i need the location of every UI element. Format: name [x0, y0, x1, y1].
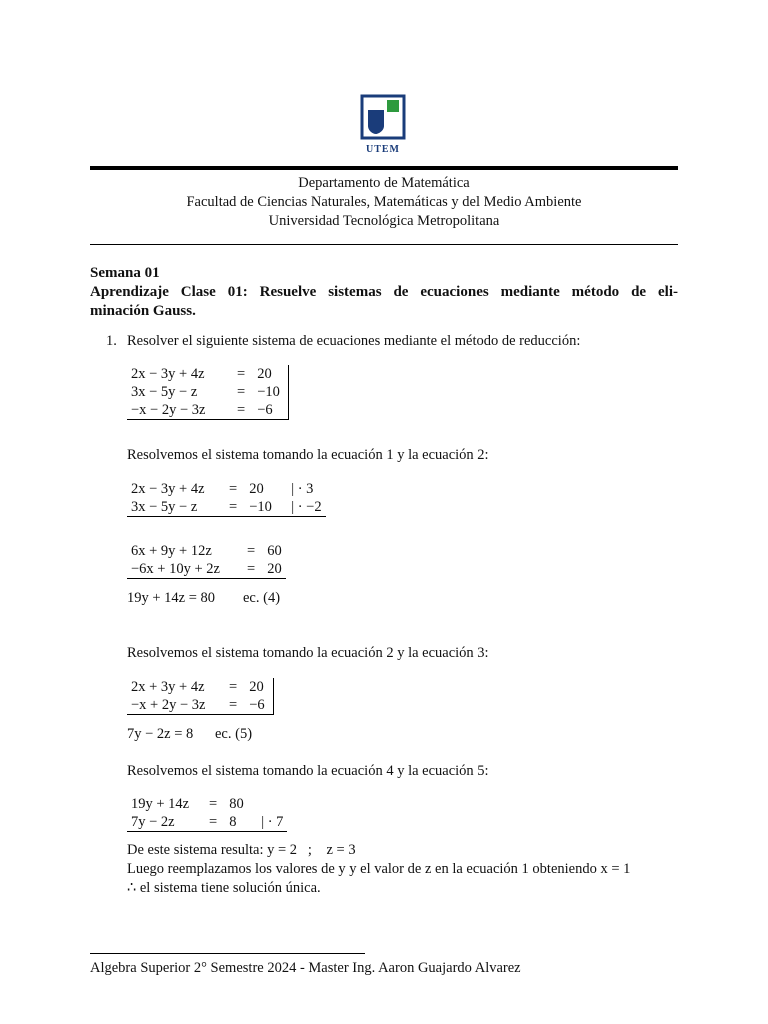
equation-op: =	[229, 499, 238, 515]
equation-op: =	[237, 402, 246, 418]
step2-label: ec. (5)	[215, 726, 253, 742]
equation-op: =	[237, 366, 246, 382]
step3-text: Resolvemos el sistema tomando la ecuación 4 y la ecuación 5:	[127, 763, 489, 779]
footer-text: Algebra Superior 2° Semestre 2024 - Master Ing. Aaron Guajardo Alvarez	[90, 960, 521, 976]
logo-text: UTEM	[366, 144, 400, 155]
equation-rhs: 80	[229, 796, 244, 812]
learning-title-line1: Aprendizaje Clase 01: Resuelve sistemas de ecuaciones mediante método de eli-	[90, 284, 678, 300]
equation-op: =	[229, 481, 238, 497]
equation-rhs: −10	[249, 499, 272, 515]
equation-lhs: 7y − 2z	[131, 814, 175, 830]
equation-rhs: 20	[249, 679, 264, 695]
equation-rhs: 60	[267, 543, 282, 559]
multiplier: | · 7	[261, 814, 284, 830]
faculty-name: Facultad de Ciencias Naturales, Matemáticas y del Medio Ambiente	[186, 194, 582, 210]
conclusion-substitution: Luego reemplazamos los valores de y y el valor de z en la ecuación 1 obteniendo x = 1	[127, 861, 631, 877]
equation-lhs: 2x + 3y + 4z	[131, 679, 205, 695]
equation-lhs: 6x + 9y + 12z	[131, 543, 212, 559]
equation-rhs: −6	[249, 697, 265, 713]
multiplier: | · 3	[291, 481, 314, 497]
utem-logo	[360, 94, 406, 156]
equation-rhs: −10	[257, 384, 280, 400]
equation-lhs: 19y + 14z	[131, 796, 190, 812]
equation-rhs: 20	[249, 481, 264, 497]
department-name: Departamento de Matemática	[298, 175, 470, 191]
step2-text: Resolvemos el sistema tomando la ecuación 2 y la ecuación 3:	[127, 645, 489, 661]
equation-op: =	[247, 561, 256, 577]
equation-row	[127, 480, 326, 498]
week-title: Semana 01	[90, 265, 160, 281]
equation-row	[127, 678, 269, 696]
equation-lhs: −6x + 10y + 2z	[131, 561, 220, 577]
equation-lhs: 2x − 3y + 4z	[131, 366, 205, 382]
header-thin-rule	[90, 244, 678, 245]
equation-row	[127, 365, 284, 383]
step1-result: 19y + 14z = 80	[127, 590, 216, 606]
problem-statement: Resolver el siguiente sistema de ecuaciones mediante el método de reducción:	[127, 333, 581, 349]
university-name: Universidad Tecnológica Metropolitana	[268, 213, 500, 229]
problem-number: 1.	[106, 333, 117, 349]
equation-lhs: 3x − 5y − z	[131, 499, 198, 515]
equation-op: =	[247, 543, 256, 559]
conclusion-values: De este sistema resulta: y = 2 ; z = 3	[127, 842, 356, 858]
multiplier	[251, 795, 287, 813]
step1-scaled-system	[127, 542, 286, 579]
step1-system	[127, 480, 326, 517]
equation-row	[127, 795, 287, 813]
equation-rhs: 20	[257, 366, 272, 382]
equation-lhs: 2x − 3y + 4z	[131, 481, 205, 497]
equation-rhs: 20	[267, 561, 282, 577]
equation-row	[127, 498, 326, 517]
equation-op: =	[229, 697, 238, 713]
original-system	[127, 365, 289, 420]
equation-lhs: −x − 2y − 3z	[131, 402, 206, 418]
equation-row	[127, 401, 284, 419]
step2-system	[127, 678, 274, 715]
equation-op: =	[237, 384, 246, 400]
equation-op: =	[209, 796, 218, 812]
equation-rhs: 8	[229, 814, 237, 830]
equation-row	[127, 383, 284, 401]
equation-row	[127, 813, 287, 832]
equation-op: =	[229, 679, 238, 695]
conclusion-unique-solution: ∴ el sistema tiene solución única.	[127, 880, 321, 896]
equation-row	[127, 560, 286, 579]
header-thick-rule	[90, 166, 678, 170]
utem-shield-icon	[360, 94, 406, 140]
step1-label: ec. (4)	[243, 590, 281, 606]
equation-row	[127, 542, 286, 560]
step3-system	[127, 795, 287, 832]
step2-result: 7y − 2z = 8	[127, 726, 194, 742]
equation-op: =	[209, 814, 218, 830]
step1-text: Resolvemos el sistema tomando la ecuación 1 y la ecuación 2:	[127, 447, 489, 463]
equation-lhs: 3x − 5y − z	[131, 384, 198, 400]
learning-title-line2: minación Gauss.	[90, 303, 196, 319]
equation-rhs: −6	[257, 402, 273, 418]
footer-rule	[90, 953, 365, 954]
equation-lhs: −x + 2y − 3z	[131, 697, 206, 713]
multiplier: | · −2	[291, 499, 322, 515]
equation-row	[127, 696, 269, 714]
